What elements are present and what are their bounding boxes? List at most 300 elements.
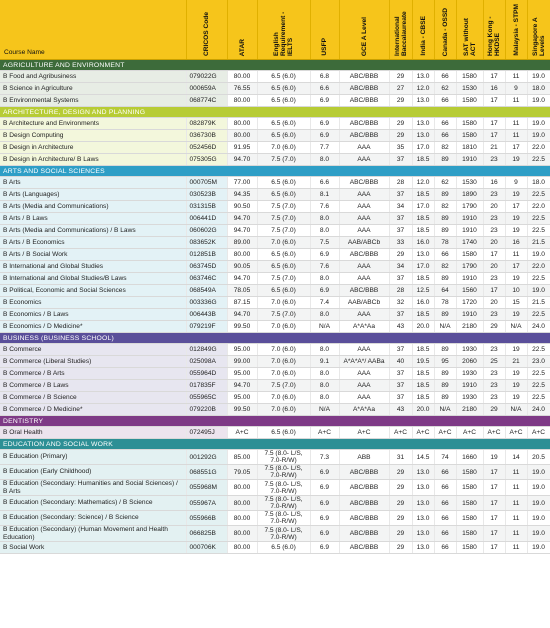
course-name-cell: B Arts (Languages) xyxy=(0,189,186,201)
cricos-code-cell: 075305G xyxy=(186,154,227,166)
requirement-cell: 29 xyxy=(389,465,412,480)
requirement-cell: 89 xyxy=(434,213,456,225)
course-name-cell: B Education (Primary) xyxy=(0,450,186,465)
requirement-cell: 1580 xyxy=(456,95,483,107)
requirement-cell: 19 xyxy=(505,273,527,285)
requirement-cell: 29 xyxy=(483,404,505,416)
requirement-cell: 66 xyxy=(434,130,456,142)
table-row xyxy=(0,465,550,480)
requirement-cell: N/A xyxy=(434,404,456,416)
course-name-cell: B Design in Architecture/ B Laws xyxy=(0,154,186,166)
requirement-cell: 94.70 xyxy=(227,380,257,392)
requirement-cell: 19.5 xyxy=(412,356,434,368)
requirement-cell: 21.5 xyxy=(527,237,550,249)
requirement-cell: 19.0 xyxy=(527,511,550,526)
requirement-cell: 37 xyxy=(389,368,412,380)
column-header-cricos-code: CRICOS Code xyxy=(186,0,227,60)
requirement-cell: 2060 xyxy=(456,356,483,368)
requirement-cell: 99.00 xyxy=(227,356,257,368)
course-name-cell: B Arts / B Economics xyxy=(0,237,186,249)
requirement-cell: AAA xyxy=(339,154,389,166)
requirement-cell: 17 xyxy=(483,526,505,542)
requirement-cell: 87.15 xyxy=(227,297,257,309)
cricos-code-cell: 055968M xyxy=(186,480,227,496)
requirement-cell: 90.50 xyxy=(227,201,257,213)
requirement-cell: ABC/BBB xyxy=(339,130,389,142)
course-name-cell: B Social Work xyxy=(0,542,186,554)
requirement-cell: 11 xyxy=(505,542,527,554)
requirement-cell: 19 xyxy=(505,189,527,201)
requirement-cell: 7.5 (8.0- L/S, 7.0-R/W) xyxy=(257,480,310,496)
requirement-cell: 22.0 xyxy=(527,261,550,273)
requirement-cell: 7.5 (7.0) xyxy=(257,225,310,237)
requirement-cell: 1930 xyxy=(456,344,483,356)
table-row xyxy=(0,297,550,309)
course-name-cell: B Political, Economic and Social Sciences xyxy=(0,285,186,297)
requirement-cell: 19 xyxy=(505,225,527,237)
table-row xyxy=(0,480,550,496)
requirement-cell: ABC/BBB xyxy=(339,118,389,130)
requirement-cell: 22.5 xyxy=(527,154,550,166)
column-header-course-name: Course Name xyxy=(0,0,186,60)
requirement-cell: 17 xyxy=(505,261,527,273)
table-row xyxy=(0,261,550,273)
requirement-cell: 6.5 (6.0) xyxy=(257,285,310,297)
requirement-cell: 22.0 xyxy=(527,201,550,213)
requirement-cell: 6.5 (6.0) xyxy=(257,189,310,201)
requirement-cell: 8.0 xyxy=(310,154,339,166)
requirement-cell: A+C xyxy=(412,427,434,439)
table-row xyxy=(0,380,550,392)
requirement-cell: 7.0 (6.0) xyxy=(257,392,310,404)
requirement-cell: 6.9 xyxy=(310,285,339,297)
requirement-cell: 89 xyxy=(434,344,456,356)
requirement-cell: ABC/BBB xyxy=(339,177,389,189)
requirement-cell: 1810 xyxy=(456,142,483,154)
requirement-cell: 7.0 (6.0) xyxy=(257,321,310,333)
requirement-cell: 20.0 xyxy=(412,404,434,416)
requirement-cell: 6.9 xyxy=(310,118,339,130)
cricos-code-cell: 063745D xyxy=(186,261,227,273)
requirement-cell: 1910 xyxy=(456,154,483,166)
requirement-cell: 13.0 xyxy=(412,71,434,83)
cricos-code-cell: 082879K xyxy=(186,118,227,130)
requirement-cell: 20 xyxy=(483,237,505,249)
requirement-cell: 19.0 xyxy=(527,526,550,542)
requirement-cell: 14 xyxy=(505,450,527,465)
requirement-cell: 29 xyxy=(389,542,412,554)
requirement-cell: A+C xyxy=(389,427,412,439)
requirement-cell: 90.05 xyxy=(227,261,257,273)
cricos-code-cell: 000706K xyxy=(186,542,227,554)
requirement-cell: 66 xyxy=(434,465,456,480)
requirement-cell: 22.5 xyxy=(527,309,550,321)
requirement-cell: 7.5 (8.0- L/S, 7.0-R/W) xyxy=(257,450,310,465)
table-row xyxy=(0,404,550,416)
requirement-cell: 80.00 xyxy=(227,95,257,107)
requirement-cell: N/A xyxy=(310,404,339,416)
requirement-cell: 1720 xyxy=(456,297,483,309)
requirement-cell: A+C xyxy=(339,427,389,439)
requirement-cell: 23 xyxy=(483,344,505,356)
requirement-cell: 6.5 (6.0) xyxy=(257,71,310,83)
requirement-cell: 37 xyxy=(389,344,412,356)
requirement-cell: 17 xyxy=(483,130,505,142)
table-body xyxy=(0,60,550,554)
requirement-cell: 6.9 xyxy=(310,465,339,480)
requirement-cell: 34 xyxy=(389,201,412,213)
requirement-cell: 19 xyxy=(505,154,527,166)
section-title: BUSINESS (BUSINESS SCHOOL) xyxy=(0,333,550,344)
requirement-cell: 89.00 xyxy=(227,237,257,249)
cricos-code-cell: 025098A xyxy=(186,356,227,368)
requirement-cell: 6.5 (6.0) xyxy=(257,542,310,554)
requirement-cell: 22.5 xyxy=(527,273,550,285)
requirement-cell: A+C xyxy=(456,427,483,439)
requirement-cell: 13.0 xyxy=(412,496,434,511)
requirement-cell: 6.9 xyxy=(310,526,339,542)
column-header-usfp: USFP xyxy=(310,0,339,60)
requirement-cell: 62 xyxy=(434,177,456,189)
requirement-cell: 23 xyxy=(483,273,505,285)
table-row xyxy=(0,83,550,95)
requirement-cell: 1660 xyxy=(456,450,483,465)
column-header-gce-a-level: GCE A Level xyxy=(339,0,389,60)
requirement-cell: 22.5 xyxy=(527,380,550,392)
requirement-cell: 1580 xyxy=(456,130,483,142)
requirement-cell: 17 xyxy=(483,249,505,261)
course-name-cell: B Arts / B Laws xyxy=(0,213,186,225)
requirement-cell: 23 xyxy=(483,189,505,201)
requirement-cell: 43 xyxy=(389,404,412,416)
cricos-code-cell: 060602G xyxy=(186,225,227,237)
requirement-cell: 24.0 xyxy=(527,404,550,416)
course-name-cell: B Architecture and Environments xyxy=(0,118,186,130)
requirement-cell: 80.00 xyxy=(227,511,257,526)
requirement-cell: 1930 xyxy=(456,392,483,404)
requirement-cell: 7.5 (8.0- L/S, 7.0-R/W) xyxy=(257,496,310,511)
section-title: DENTISTRY xyxy=(0,416,550,427)
requirement-cell: ABC/BBB xyxy=(339,480,389,496)
requirement-cell: 6.5 (6.0) xyxy=(257,261,310,273)
requirement-cell: 89 xyxy=(434,392,456,404)
requirement-cell: A+C xyxy=(483,427,505,439)
requirement-cell: 22.0 xyxy=(527,142,550,154)
requirement-cell: 9 xyxy=(505,83,527,95)
cricos-code-cell: 031315B xyxy=(186,201,227,213)
requirement-cell: 32 xyxy=(389,297,412,309)
column-header-english-ielts: English Requirement - IELTS xyxy=(257,0,310,60)
requirement-cell: 7.5 (7.0) xyxy=(257,154,310,166)
requirement-cell: 17 xyxy=(505,201,527,213)
table-row xyxy=(0,142,550,154)
course-name-cell: B Education (Early Childhood) xyxy=(0,465,186,480)
requirement-cell: A*A*Aa xyxy=(339,321,389,333)
requirement-cell: 2180 xyxy=(456,321,483,333)
requirement-cell: 19.0 xyxy=(527,480,550,496)
requirement-cell: 19.0 xyxy=(527,465,550,480)
requirement-cell: 21.5 xyxy=(527,297,550,309)
requirement-cell: 29 xyxy=(389,118,412,130)
course-name-cell: B Science in Agriculture xyxy=(0,83,186,95)
requirement-cell: 64 xyxy=(434,285,456,297)
requirement-cell: 80.00 xyxy=(227,480,257,496)
requirement-cell: 17 xyxy=(483,496,505,511)
requirement-cell: ABC/BBB xyxy=(339,95,389,107)
requirement-cell: 18.5 xyxy=(412,154,434,166)
requirement-cell: 13.0 xyxy=(412,480,434,496)
requirement-cell: 17 xyxy=(483,95,505,107)
requirement-cell: 37 xyxy=(389,189,412,201)
requirement-cell: 78 xyxy=(434,297,456,309)
requirement-cell: 34 xyxy=(389,261,412,273)
course-name-cell: B Arts / B Social Work xyxy=(0,249,186,261)
requirement-cell: 7.5 (7.0) xyxy=(257,273,310,285)
requirement-cell: 1910 xyxy=(456,380,483,392)
requirement-cell: 20 xyxy=(483,201,505,213)
table-row xyxy=(0,356,550,368)
requirement-cell: 29 xyxy=(389,249,412,261)
requirement-cell: 21 xyxy=(505,356,527,368)
course-name-cell: B Environmental Systems xyxy=(0,95,186,107)
requirement-cell: 31 xyxy=(389,450,412,465)
requirement-cell: 77.00 xyxy=(227,177,257,189)
requirement-cell: 18.5 xyxy=(412,344,434,356)
requirement-cell: 89 xyxy=(434,309,456,321)
table-row xyxy=(0,249,550,261)
requirement-cell: 94.70 xyxy=(227,273,257,285)
requirement-cell: 19 xyxy=(505,380,527,392)
requirement-cell: 29 xyxy=(389,480,412,496)
section-header xyxy=(0,107,550,118)
cricos-code-cell: 079022G xyxy=(186,71,227,83)
cricos-code-cell: 000705M xyxy=(186,177,227,189)
requirement-cell: 18.0 xyxy=(527,177,550,189)
requirement-cell: 6.9 xyxy=(310,511,339,526)
requirement-cell: 6.9 xyxy=(310,496,339,511)
requirement-cell: 7.6 xyxy=(310,201,339,213)
requirement-cell: 95 xyxy=(434,356,456,368)
requirement-cell: 22.5 xyxy=(527,392,550,404)
requirement-cell: A+C xyxy=(505,427,527,439)
section-header xyxy=(0,416,550,427)
course-name-cell: B Economics / B Laws xyxy=(0,309,186,321)
requirement-cell: AAA xyxy=(339,273,389,285)
requirement-cell: 82 xyxy=(434,142,456,154)
course-name-cell: B Commerce / D Medicine* xyxy=(0,404,186,416)
requirement-cell: 8.0 xyxy=(310,392,339,404)
course-name-cell: B Food and Agribusiness xyxy=(0,71,186,83)
requirement-cell: AAA xyxy=(339,344,389,356)
requirement-cell: 37 xyxy=(389,273,412,285)
requirement-cell: 16.0 xyxy=(412,237,434,249)
requirement-cell: 23.0 xyxy=(527,356,550,368)
table-row xyxy=(0,427,550,439)
section-header xyxy=(0,333,550,344)
requirement-cell: 19.0 xyxy=(527,285,550,297)
requirement-cell: ABB xyxy=(339,450,389,465)
requirement-cell: 15 xyxy=(505,297,527,309)
requirement-cell: 6.9 xyxy=(310,542,339,554)
requirement-cell: 17.0 xyxy=(412,142,434,154)
requirement-cell: 7.3 xyxy=(310,450,339,465)
requirement-cell: 7.4 xyxy=(310,297,339,309)
requirement-cell: 29 xyxy=(389,95,412,107)
requirement-cell: AAA xyxy=(339,392,389,404)
requirement-cell: 78.05 xyxy=(227,285,257,297)
requirement-cell: 8.0 xyxy=(310,309,339,321)
table-row xyxy=(0,213,550,225)
requirement-cell: 11 xyxy=(505,465,527,480)
requirement-cell: 6.5 (6.0) xyxy=(257,83,310,95)
cricos-code-cell: 006441D xyxy=(186,213,227,225)
requirement-cell: 7.5 (7.0) xyxy=(257,213,310,225)
requirement-cell: 23 xyxy=(483,309,505,321)
requirement-cell: 74 xyxy=(434,450,456,465)
requirement-cell: 94.70 xyxy=(227,309,257,321)
course-name-cell: B Commerce / B Arts xyxy=(0,368,186,380)
requirement-cell: 23 xyxy=(483,368,505,380)
requirement-cell: 80.00 xyxy=(227,130,257,142)
requirement-cell: 1580 xyxy=(456,496,483,511)
requirement-cell: 11 xyxy=(505,71,527,83)
requirement-cell: 9.1 xyxy=(310,356,339,368)
cricos-code-cell: 083652K xyxy=(186,237,227,249)
cricos-code-cell: 012851B xyxy=(186,249,227,261)
section-header xyxy=(0,166,550,177)
requirement-cell: 8.0 xyxy=(310,344,339,356)
table-row xyxy=(0,321,550,333)
requirement-cell: 13.0 xyxy=(412,118,434,130)
cricos-code-cell: 000659A xyxy=(186,83,227,95)
requirement-cell: 6.5 (6.0) xyxy=(257,427,310,439)
table-row xyxy=(0,201,550,213)
requirement-cell: 1890 xyxy=(456,189,483,201)
requirement-cell: 66 xyxy=(434,71,456,83)
requirement-cell: 7.0 (6.0) xyxy=(257,142,310,154)
requirement-cell: 17 xyxy=(483,465,505,480)
requirement-cell: 6.6 xyxy=(310,83,339,95)
requirement-cell: 89 xyxy=(434,154,456,166)
column-header-atar: ATAR xyxy=(227,0,257,60)
requirement-cell: 11 xyxy=(505,526,527,542)
requirement-cell: 29 xyxy=(389,526,412,542)
requirement-cell: 95.00 xyxy=(227,392,257,404)
requirement-cell: 1740 xyxy=(456,237,483,249)
cricos-code-cell: 030523B xyxy=(186,189,227,201)
table-row xyxy=(0,309,550,321)
requirement-cell: AAA xyxy=(339,189,389,201)
requirement-cell: 22.5 xyxy=(527,225,550,237)
requirement-cell: 1580 xyxy=(456,249,483,261)
requirement-cell: 91.95 xyxy=(227,142,257,154)
requirement-cell: ABC/BBB xyxy=(339,526,389,542)
cricos-code-cell: 068774C xyxy=(186,95,227,107)
requirement-cell: 13.0 xyxy=(412,511,434,526)
cricos-code-cell: 066825B xyxy=(186,526,227,542)
requirement-cell: 6.9 xyxy=(310,95,339,107)
requirement-cell: 22.5 xyxy=(527,344,550,356)
requirement-cell: 20.0 xyxy=(412,321,434,333)
requirement-cell: 7.5 (8.0- L/S, 7.0-R/W) xyxy=(257,526,310,542)
requirement-cell: 7.6 xyxy=(310,261,339,273)
requirement-cell: 19 xyxy=(505,344,527,356)
requirement-cell: 11 xyxy=(505,480,527,496)
requirement-cell: 99.50 xyxy=(227,404,257,416)
requirement-cell: 13.0 xyxy=(412,465,434,480)
cricos-code-cell: 003336G xyxy=(186,297,227,309)
column-header-canada-ossd: Canada - OSSD xyxy=(434,0,456,60)
column-header-ib: International Baccalaureate xyxy=(389,0,412,60)
requirement-cell: 1790 xyxy=(456,261,483,273)
requirement-cell: 37 xyxy=(389,392,412,404)
cricos-code-cell: 068551G xyxy=(186,465,227,480)
requirement-cell: 18.5 xyxy=(412,273,434,285)
column-header-india-cbse: India - CBSE xyxy=(412,0,434,60)
column-header-stpm: Malaysia - STPM xyxy=(505,0,527,60)
requirement-cell: 18.5 xyxy=(412,309,434,321)
requirement-cell: 7.5 (7.0) xyxy=(257,309,310,321)
requirement-cell: 7.0 (6.0) xyxy=(257,356,310,368)
course-name-cell: B Design in Architecture xyxy=(0,142,186,154)
requirement-cell: 80.00 xyxy=(227,496,257,511)
table-row xyxy=(0,130,550,142)
requirement-cell: 19 xyxy=(483,450,505,465)
requirement-cell: 1580 xyxy=(456,480,483,496)
requirement-cell: 18.5 xyxy=(412,380,434,392)
requirement-cell: 78 xyxy=(434,237,456,249)
table-row xyxy=(0,526,550,542)
requirement-cell: 22.5 xyxy=(527,368,550,380)
requirement-cell: 14.5 xyxy=(412,450,434,465)
course-name-cell: B Education (Secondary) (Human Movement and Health Education) xyxy=(0,526,186,542)
requirement-cell: 94.70 xyxy=(227,213,257,225)
requirement-cell: 18.0 xyxy=(527,83,550,95)
table-row xyxy=(0,71,550,83)
course-name-cell: B Arts xyxy=(0,177,186,189)
requirement-cell: AAA xyxy=(339,225,389,237)
course-name-cell: B Design Computing xyxy=(0,130,186,142)
requirement-cell: 6.5 (6.0) xyxy=(257,130,310,142)
requirement-cell: 19.0 xyxy=(527,71,550,83)
requirement-cell: 8.0 xyxy=(310,273,339,285)
requirement-cell: 29 xyxy=(483,321,505,333)
requirement-cell: 19.0 xyxy=(527,130,550,142)
requirement-cell: A+C xyxy=(227,427,257,439)
requirement-cell: 6.9 xyxy=(310,249,339,261)
cricos-code-cell: 055967A xyxy=(186,496,227,511)
course-name-cell: B Arts (Media and Communications) / B Laws xyxy=(0,225,186,237)
requirement-cell: AAA xyxy=(339,309,389,321)
requirement-cell: AAB/ABCb xyxy=(339,297,389,309)
requirement-cell: 12.5 xyxy=(412,285,434,297)
requirement-cell: 13.0 xyxy=(412,95,434,107)
requirement-cell: 94.35 xyxy=(227,189,257,201)
requirement-cell: ABC/BBB xyxy=(339,496,389,511)
table-row xyxy=(0,237,550,249)
requirement-cell: 7.5 (8.0- L/S, 7.0-R/W) xyxy=(257,465,310,480)
requirement-cell: 43 xyxy=(389,321,412,333)
requirement-cell: 9 xyxy=(505,177,527,189)
requirement-cell: 29 xyxy=(389,496,412,511)
requirement-cell: 1930 xyxy=(456,368,483,380)
requirement-cell: ABC/BBB xyxy=(339,542,389,554)
requirement-cell: 66 xyxy=(434,496,456,511)
requirement-cell: 40 xyxy=(389,356,412,368)
requirement-cell: N/A xyxy=(505,321,527,333)
cricos-code-cell: 055966B xyxy=(186,511,227,526)
requirement-cell: 7.0 (6.0) xyxy=(257,368,310,380)
